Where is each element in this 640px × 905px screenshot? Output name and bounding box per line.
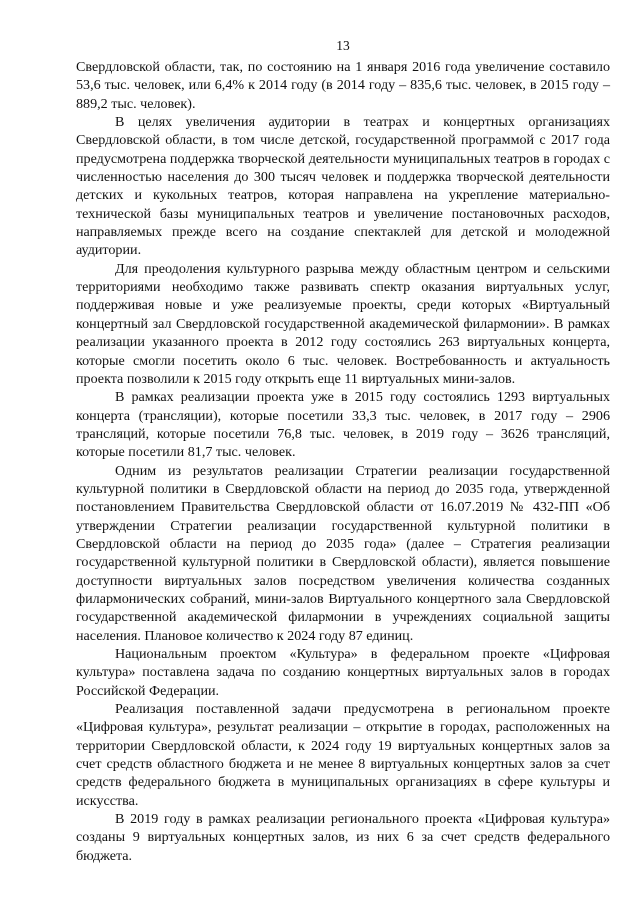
paragraph-strategy: Одним из результатов реализации Стратегии реализации государственной культурной политики в Свердловской области на период до 2035 года, утвержденной постановлением Правительства Свердловской области от 16.07.2019 № 432-ПП «Об утверждении Стратегии реализации государственной культурной политики в Свердловской области на период до 2035 года» (далее – Стратегия реализации государственной культурной политики в Свердловской области), является повышение доступности виртуальных залов посредством увеличения количества созданных филармонических собраний, мини-залов Виртуального концертного зала Свердловской государственной академической филармонии в учреждениях социальной защиты населения. Плановое количество к 2024 году 87 единиц. [76, 462, 610, 644]
paragraph-regional-project: Реализация поставленной задачи предусмотрена в региональном проекте «Цифровая культура», результат реализации – открытие в городах, расположенных на территории Свердловской области, к 2024 году 19 виртуальных концертных залов за счет средств областного бюджета и не менее 8 виртуальных концертных залов за счет средств федерального бюджета в муниципальных организациях в сфере культуры и искусства. [76, 701, 610, 809]
page-number: 13 [336, 38, 350, 53]
paragraph-2019-results: В 2019 году в рамках реализации регионального проекта «Цифровая культура» созданы 9 виртуальных концертных залов, из них 6 за счет средств федерального бюджета. [76, 811, 610, 864]
paragraph-broadcasts: В рамках реализации проекта уже в 2015 году состоялись 1293 виртуальных концерта (трансляции), которые посетили 33,3 тыс. человек, в 2017 году – 2906 трансляций, которые посетили 76,8 тыс. человек, в 2019 году – 3626 трансляций, которые посетили 81,7 тыс. человек. [76, 389, 610, 461]
paragraph-national-project: Национальным проектом «Культура» в федеральном проекте «Цифровая культура» поставлена задача по созданию концертных виртуальных залов в городах Российской Федерации. [76, 646, 610, 699]
paragraph-continuation: Свердловской области, так, по состоянию на 1 января 2016 года увеличение составило 53,6 тыс. человек, или 6,4% к 2014 году (в 2014 году – 835,6 тыс. человек, в 2015 году – 889,2 тыс. человек). [76, 59, 610, 112]
document-page [76, 38, 610, 865]
paragraph-virtual-services: Для преодоления культурного разрыва между областным центром и сельскими территориями необходимо также развивать спектр оказания виртуальных услуг, поддерживая новые и уже реализуемые проекты, среди которых «Виртуальный концертный зал Свердловской государственной академической филармонии». В рамках реализации указанного проекта в 2012 году состоялись 263 виртуальных концерта, которые смогли посетить около 6 тыс. человек. Востребованность и актуальность проекта позволили к 2015 году открыть еще 11 виртуальных мини-залов. [76, 260, 610, 387]
paragraph-audience-growth: В целях увеличения аудитории в театрах и концертных организациях Свердловской области, в том числе детской, государственной программой с 2017 года предусмотрена поддержка творческой деятельности муниципальных театров в городах с численностью населения до 300 тысяч человек и поддержка творческой деятельности детских и кукольных театров, которая направлена на укрепление материально-технической базы муниципальных театров и увеличение постановочных расходов, направляемых прежде всего на создание спектаклей для детской и молодежной аудитории. [76, 114, 610, 259]
